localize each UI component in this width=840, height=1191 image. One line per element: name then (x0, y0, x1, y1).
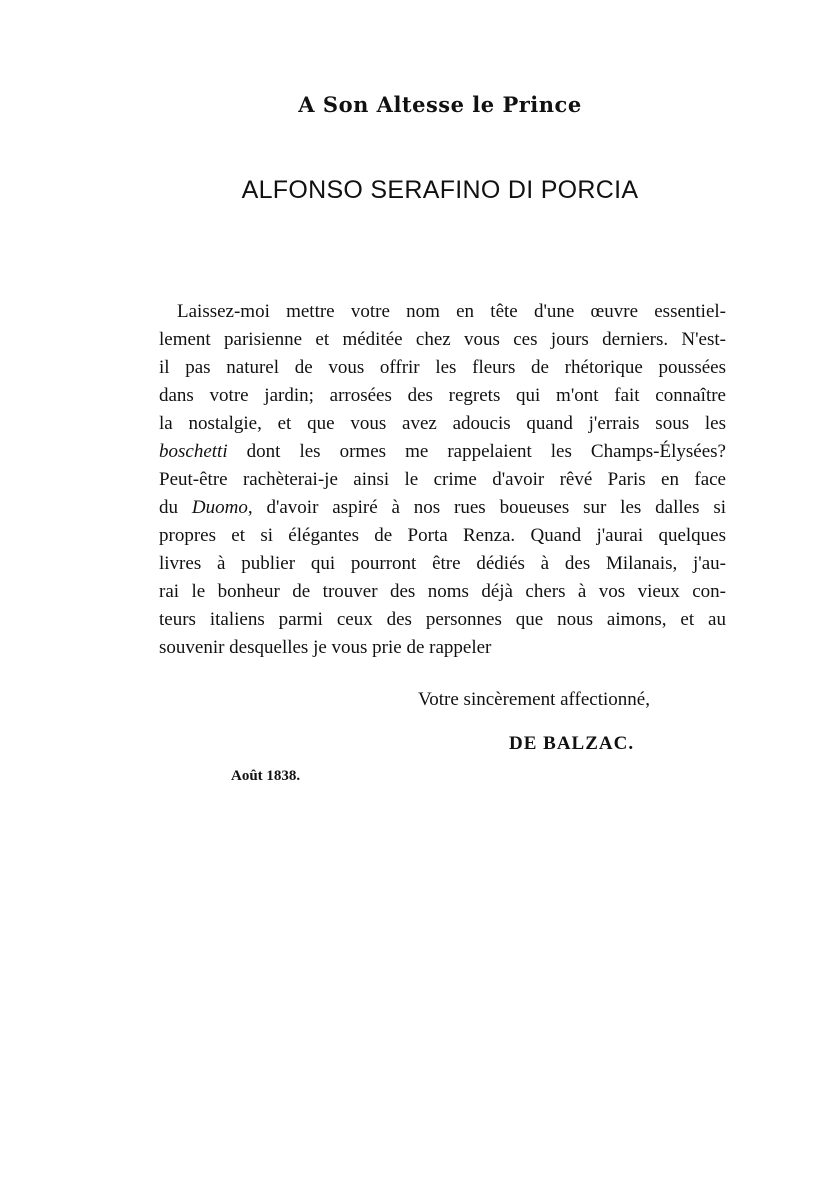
letter-line (159, 634, 726, 662)
letter-line (159, 466, 726, 494)
text-segment: du (159, 497, 192, 518)
letter-line (159, 410, 726, 438)
text-segment: dans votre jardin; arrosées des regrets qui m'ont fait connaître (159, 385, 726, 406)
text-segment: lement parisienne et méditée chez vous ces jours derniers. N'est- (159, 329, 726, 350)
closing-line: Votre sincèrement affectionné, (418, 689, 650, 710)
text-segment: dont les ormes me rappelaient les Champs-Élysées? (227, 441, 726, 462)
letter-line (159, 550, 726, 578)
text-segment: propres et si élégantes de Porta Renza. Quand j'aurai quelques (159, 525, 726, 546)
letter-date: Août 1838. (231, 768, 301, 784)
letter-line (159, 494, 726, 522)
letter-line (159, 326, 726, 354)
letter-line (159, 578, 726, 606)
text-segment: souvenir desquelles je vous prie de rappeler (159, 637, 492, 658)
letter-line (159, 354, 726, 382)
text-segment: il pas naturel de vous offrir les fleurs de rhétorique poussées (159, 357, 726, 378)
text-segment: rai le bonheur de trouver des noms déjà chers à vos vieux con- (159, 581, 726, 602)
dedication-heading: A Son Altesse le Prince (298, 92, 582, 117)
italic-text: Duomo (191, 497, 248, 518)
letter-line (159, 606, 726, 634)
text-segment: livres à publier qui pourront être dédiés à des Milanais, j'au- (159, 553, 726, 574)
text-segment: Laissez-moi mettre votre nom en tête d'une œuvre essentiel- (177, 301, 726, 322)
text-segment: , d'avoir aspiré à nos rues boueuses sur les dalles si (247, 497, 726, 518)
letter-line (159, 382, 726, 410)
letter-line (159, 298, 726, 326)
letter-body (159, 298, 726, 662)
letter-line (159, 522, 726, 550)
text-segment: Peut-être rachèterai-je ainsi le crime d'avoir rêvé Paris en face (159, 469, 726, 490)
letter-line (159, 438, 726, 466)
signature: DE BALZAC. (509, 733, 635, 754)
italic-text: boschetti (159, 441, 228, 462)
recipient-name: ALFONSO SERAFINO DI PORCIA (241, 176, 639, 204)
text-segment: la nostalgie, et que vous avez adoucis quand j'errais sous les (159, 413, 726, 434)
text-segment: teurs italiens parmi ceux des personnes que nous aimons, et au (159, 609, 726, 630)
